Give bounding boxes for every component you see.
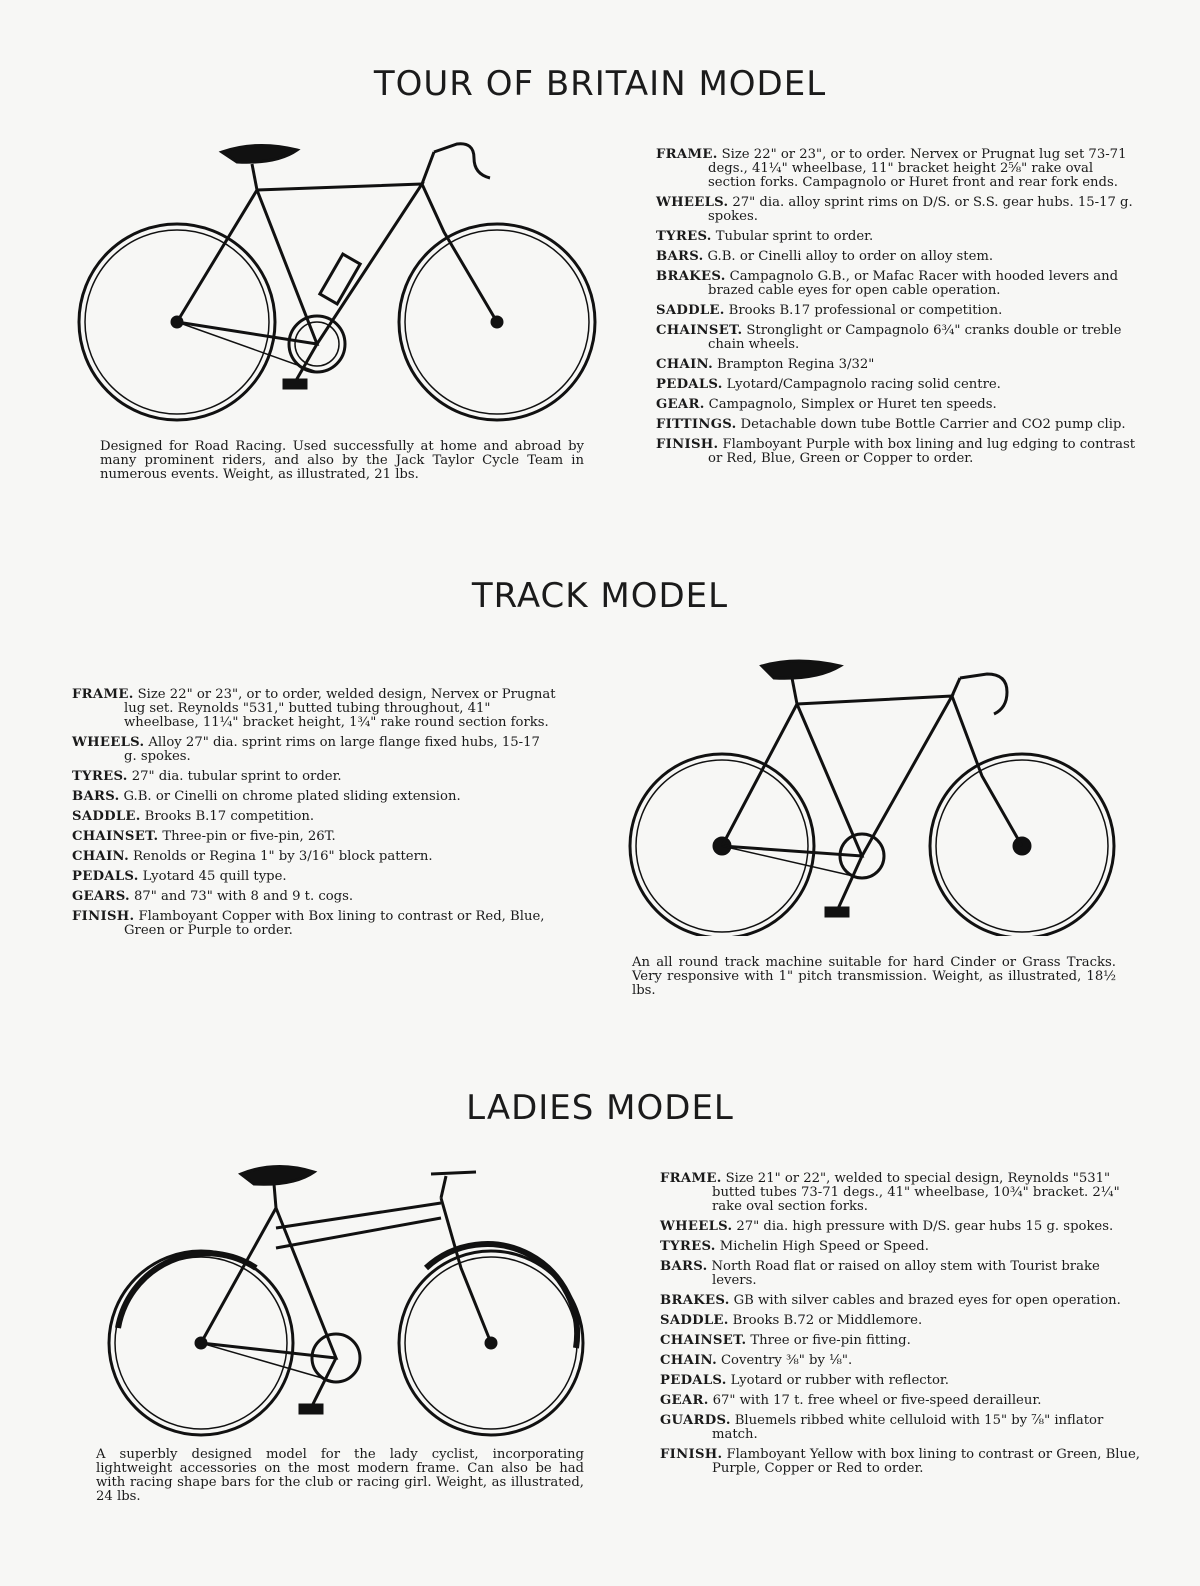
spec-text: Michelin High Speed or Speed. <box>719 1239 929 1254</box>
spec-item <box>656 270 1140 298</box>
spec-item <box>656 418 1140 432</box>
tour-model-specs <box>656 148 1140 472</box>
spec-text: North Road flat or raised on alloy stem with Tourist brake levers. <box>711 1259 1100 1288</box>
tour-model-caption: Designed for Road Racing. Used successfully at home and abroad by many prominent riders, and also by the Jack Taylor Cycle Team in numerous events. Weight, as illustrated, 21 lbs. <box>100 439 584 482</box>
spec-item <box>660 1394 1144 1408</box>
spec-key: CHAINSET. <box>660 1333 747 1348</box>
spec-item <box>72 910 556 938</box>
spec-key: TYRES. <box>72 769 128 784</box>
spec-text: Size 22" or 23", or to order, welded design, Nervex or Prugnat lug set. Reynolds "531," butted tubing throughout, 41" wheelbase, 11¼" bracket height, 1¾" rake round section forks. <box>124 687 556 730</box>
spec-key: TYRES. <box>656 229 712 244</box>
spec-text: 27" dia. high pressure with D/S. gear hubs 15 g. spokes. <box>736 1219 1114 1234</box>
spec-key: GUARDS. <box>660 1413 731 1428</box>
spec-item <box>72 870 556 884</box>
spec-item <box>660 1220 1144 1234</box>
spec-item <box>656 250 1140 264</box>
track-model-specs <box>72 688 556 944</box>
ladies-model-caption: A superbly designed model for the lady cyclist, incorporating lightweight accessories on the most modern frame. Can also be had with racing shape bars for the club or racing girl. Weight, as illustrated, 24 lbs. <box>96 1447 584 1504</box>
track-model-title: TRACK MODEL <box>471 576 729 616</box>
spec-text: Brooks B.72 or Middlemore. <box>732 1313 923 1328</box>
spec-text: Stronglight or Campagnolo 6¾" cranks double or treble chain wheels. <box>708 323 1122 352</box>
spec-key: PEDALS. <box>660 1373 727 1388</box>
spec-item <box>72 890 556 904</box>
spec-key: SADDLE. <box>72 809 141 824</box>
spec-key: GEAR. <box>656 397 705 412</box>
spec-key: WHEELS. <box>72 735 145 750</box>
spec-text: Flamboyant Purple with box lining and lug edging to contrast or Red, Blue, Green or Copper to order. <box>708 437 1136 466</box>
spec-text: Lyotard or rubber with reflector. <box>730 1373 949 1388</box>
spec-text: 87" and 73" with 8 and 9 t. cogs. <box>133 889 354 904</box>
spec-item <box>72 810 556 824</box>
spec-key: FITTINGS. <box>656 417 737 432</box>
spec-text: Detachable down tube Bottle Carrier and CO2 pump clip. <box>740 417 1126 432</box>
spec-text: Brampton Regina 3/32" <box>716 357 875 372</box>
spec-item <box>656 378 1140 392</box>
spec-item <box>656 230 1140 244</box>
spec-item <box>72 850 556 864</box>
spec-item <box>660 1354 1144 1368</box>
track-model-caption: An all round track machine suitable for hard Cinder or Grass Tracks. Very responsive with 1" pitch transmission. Weight, as illustrated, 18½ lbs. <box>632 955 1116 998</box>
spec-key: SADDLE. <box>660 1313 729 1328</box>
spec-text: Renolds or Regina 1" by 3/16" block pattern. <box>132 849 433 864</box>
spec-key: CHAIN. <box>72 849 129 864</box>
spec-key: FINISH. <box>656 437 719 452</box>
spec-item <box>72 736 556 764</box>
spec-text: Lyotard 45 quill type. <box>142 869 287 884</box>
spec-text: G.B. or Cinelli on chrome plated sliding extension. <box>123 789 461 804</box>
spec-key: CHAINSET. <box>656 323 743 338</box>
spec-item <box>660 1314 1144 1328</box>
spec-item <box>660 1448 1144 1476</box>
spec-text: Alloy 27" dia. sprint rims on large flange fixed hubs, 15-17 g. spokes. <box>124 735 540 764</box>
spec-text: 67" with 17 t. free wheel or five-speed derailleur. <box>712 1393 1042 1408</box>
spec-item <box>656 304 1140 318</box>
spec-text: Size 21" or 22", welded to special design, Reynolds "531" butted tubes 73-71 degs., 41" wheelbase, 10¾" bracket. 2¼" rake oval section forks. <box>712 1171 1120 1214</box>
spec-key: SADDLE. <box>656 303 725 318</box>
track-bicycle-illustration <box>622 656 1122 936</box>
spec-item <box>656 398 1140 412</box>
ladies-bicycle-illustration <box>96 1158 586 1438</box>
spec-key: FRAME. <box>656 147 718 162</box>
ladies-model-specs <box>660 1172 1144 1482</box>
spec-key: BRAKES. <box>660 1293 730 1308</box>
spec-item <box>660 1374 1144 1388</box>
spec-text: 27" dia. tubular sprint to order. <box>131 769 342 784</box>
spec-key: BARS. <box>72 789 120 804</box>
spec-text: Campagnolo, Simplex or Huret ten speeds. <box>708 397 997 412</box>
spec-text: Tubular sprint to order. <box>715 229 874 244</box>
spec-item <box>656 196 1140 224</box>
spec-item <box>656 324 1140 352</box>
spec-item <box>72 688 556 730</box>
spec-item <box>72 830 556 844</box>
spec-key: FINISH. <box>72 909 135 924</box>
spec-text: Flamboyant Yellow with box lining to contrast or Green, Blue, Purple, Copper or Red to order. <box>712 1447 1140 1476</box>
spec-item <box>660 1294 1144 1308</box>
spec-key: WHEELS. <box>656 195 729 210</box>
spec-item <box>660 1414 1144 1442</box>
spec-text: GB with silver cables and brazed eyes for open operation. <box>733 1293 1121 1308</box>
spec-text: Coventry ⅜" by ⅛". <box>720 1353 853 1368</box>
spec-key: PEDALS. <box>656 377 723 392</box>
spec-item <box>660 1260 1144 1288</box>
spec-key: BARS. <box>656 249 704 264</box>
spec-key: GEAR. <box>660 1393 709 1408</box>
spec-key: CHAINSET. <box>72 829 159 844</box>
spec-item <box>656 358 1140 372</box>
spec-key: FRAME. <box>72 687 134 702</box>
spec-text: Brooks B.17 professional or competition. <box>728 303 1003 318</box>
spec-text: Lyotard/Campagnolo racing solid centre. <box>726 377 1001 392</box>
spec-item <box>660 1240 1144 1254</box>
spec-text: Three or five-pin fitting. <box>750 1333 911 1348</box>
spec-key: BARS. <box>660 1259 708 1274</box>
spec-item <box>72 770 556 784</box>
spec-text: Flamboyant Copper with Box lining to contrast or Red, Blue, Green or Purple to order. <box>124 909 545 938</box>
spec-text: Brooks B.17 competition. <box>144 809 315 824</box>
ladies-model-title: LADIES MODEL <box>466 1088 734 1128</box>
spec-text: Campagnolo G.B., or Mafac Racer with hooded levers and brazed cable eyes for open cable operation. <box>708 269 1119 298</box>
spec-key: FINISH. <box>660 1447 723 1462</box>
spec-key: TYRES. <box>660 1239 716 1254</box>
spec-text: Bluemels ribbed white celluloid with 15" by ⅞" inflator match. <box>712 1413 1104 1442</box>
spec-text: Size 22" or 23", or to order. Nervex or Prugnat lug set 73-71 degs., 41¼" wheelbase, 11" bracket height 2⅝" rake oval section forks. Campagnolo or Huret front and rear fork ends. <box>708 147 1127 190</box>
spec-key: BRAKES. <box>656 269 726 284</box>
spec-item <box>660 1172 1144 1214</box>
road-bicycle-illustration <box>72 122 602 432</box>
spec-key: WHEELS. <box>660 1219 733 1234</box>
spec-key: CHAIN. <box>660 1353 717 1368</box>
spec-key: CHAIN. <box>656 357 713 372</box>
tour-model-title: TOUR OF BRITAIN MODEL <box>373 64 827 104</box>
spec-text: Three-pin or five-pin, 26T. <box>162 829 336 844</box>
spec-text: G.B. or Cinelli alloy to order on alloy stem. <box>707 249 994 264</box>
spec-key: PEDALS. <box>72 869 139 884</box>
spec-key: GEARS. <box>72 889 130 904</box>
spec-key: FRAME. <box>660 1171 722 1186</box>
spec-item <box>72 790 556 804</box>
spec-item <box>656 148 1140 190</box>
spec-item <box>656 438 1140 466</box>
spec-item <box>660 1334 1144 1348</box>
spec-text: 27" dia. alloy sprint rims on D/S. or S.S. gear hubs. 15-17 g. spokes. <box>708 195 1133 224</box>
